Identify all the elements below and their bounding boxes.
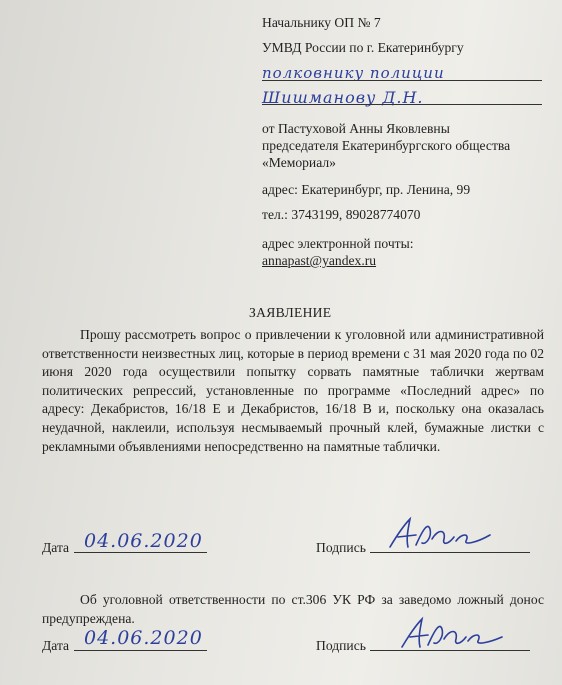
rank-underline <box>262 80 542 81</box>
name-underline <box>262 104 542 105</box>
liability-warning: Об уголовной ответственности по ст.306 УК РФ за заведомо ложный донос предупреждена. <box>42 592 544 626</box>
date-underline-2 <box>74 650 207 651</box>
handwritten-name: Шишманову Д.Н. <box>262 88 424 107</box>
document-title: ЗАЯВЛЕНИЕ <box>249 305 332 320</box>
recipient-line-1: Начальнику ОП № 7 <box>262 15 381 30</box>
from-line-2: председателя Екатеринбургского общества <box>262 138 511 153</box>
signature-label-1: Подпись <box>316 540 366 555</box>
signature-label-2: Подпись <box>316 638 366 653</box>
address-line: адрес: Екатеринбург, пр. Ленина, 99 <box>262 182 471 197</box>
statement-body: Прошу рассмотреть вопрос о привлечении к уголовной или административной ответственности неизвестных лиц, которые в период времени с 31 мая 2020 года по 02 июня 2020 года осуществили попытку сорвать памятные таблички жертвам политических репрессий, установленные по программе «Последний адрес» по адресу: Декабристов, 16/18 Е и Декабристов, 16/18 В и, поскольку она оказалась неудачной, наклеили, используя несмываемый прочный клей, бумажные листки с рекламными объявлениями непосредственно на памятные таблички. <box>42 327 544 454</box>
date-label-2: Дата <box>42 638 70 653</box>
date-value-2: 04.06.2020 <box>84 627 203 649</box>
email-link[interactable]: annapast@yandex.ru <box>262 253 377 268</box>
phone-line: тел.: 3743199, 89028774070 <box>262 207 421 222</box>
recipient-line-2: УМВД России по г. Екатеринбургу <box>262 40 464 55</box>
date-value-1: 04.06.2020 <box>84 530 203 552</box>
email-label: адрес электронной почты: <box>262 236 414 251</box>
from-line-3: «Мемориал» <box>262 155 336 170</box>
signature-2 <box>398 615 508 655</box>
from-line-1: от Пастуховой Анны Яковлевны <box>262 121 450 136</box>
handwritten-rank: полковнику полиции <box>262 64 445 82</box>
signature-1 <box>386 515 496 555</box>
date-underline-1 <box>74 552 207 553</box>
date-label-1: Дата <box>42 540 70 555</box>
